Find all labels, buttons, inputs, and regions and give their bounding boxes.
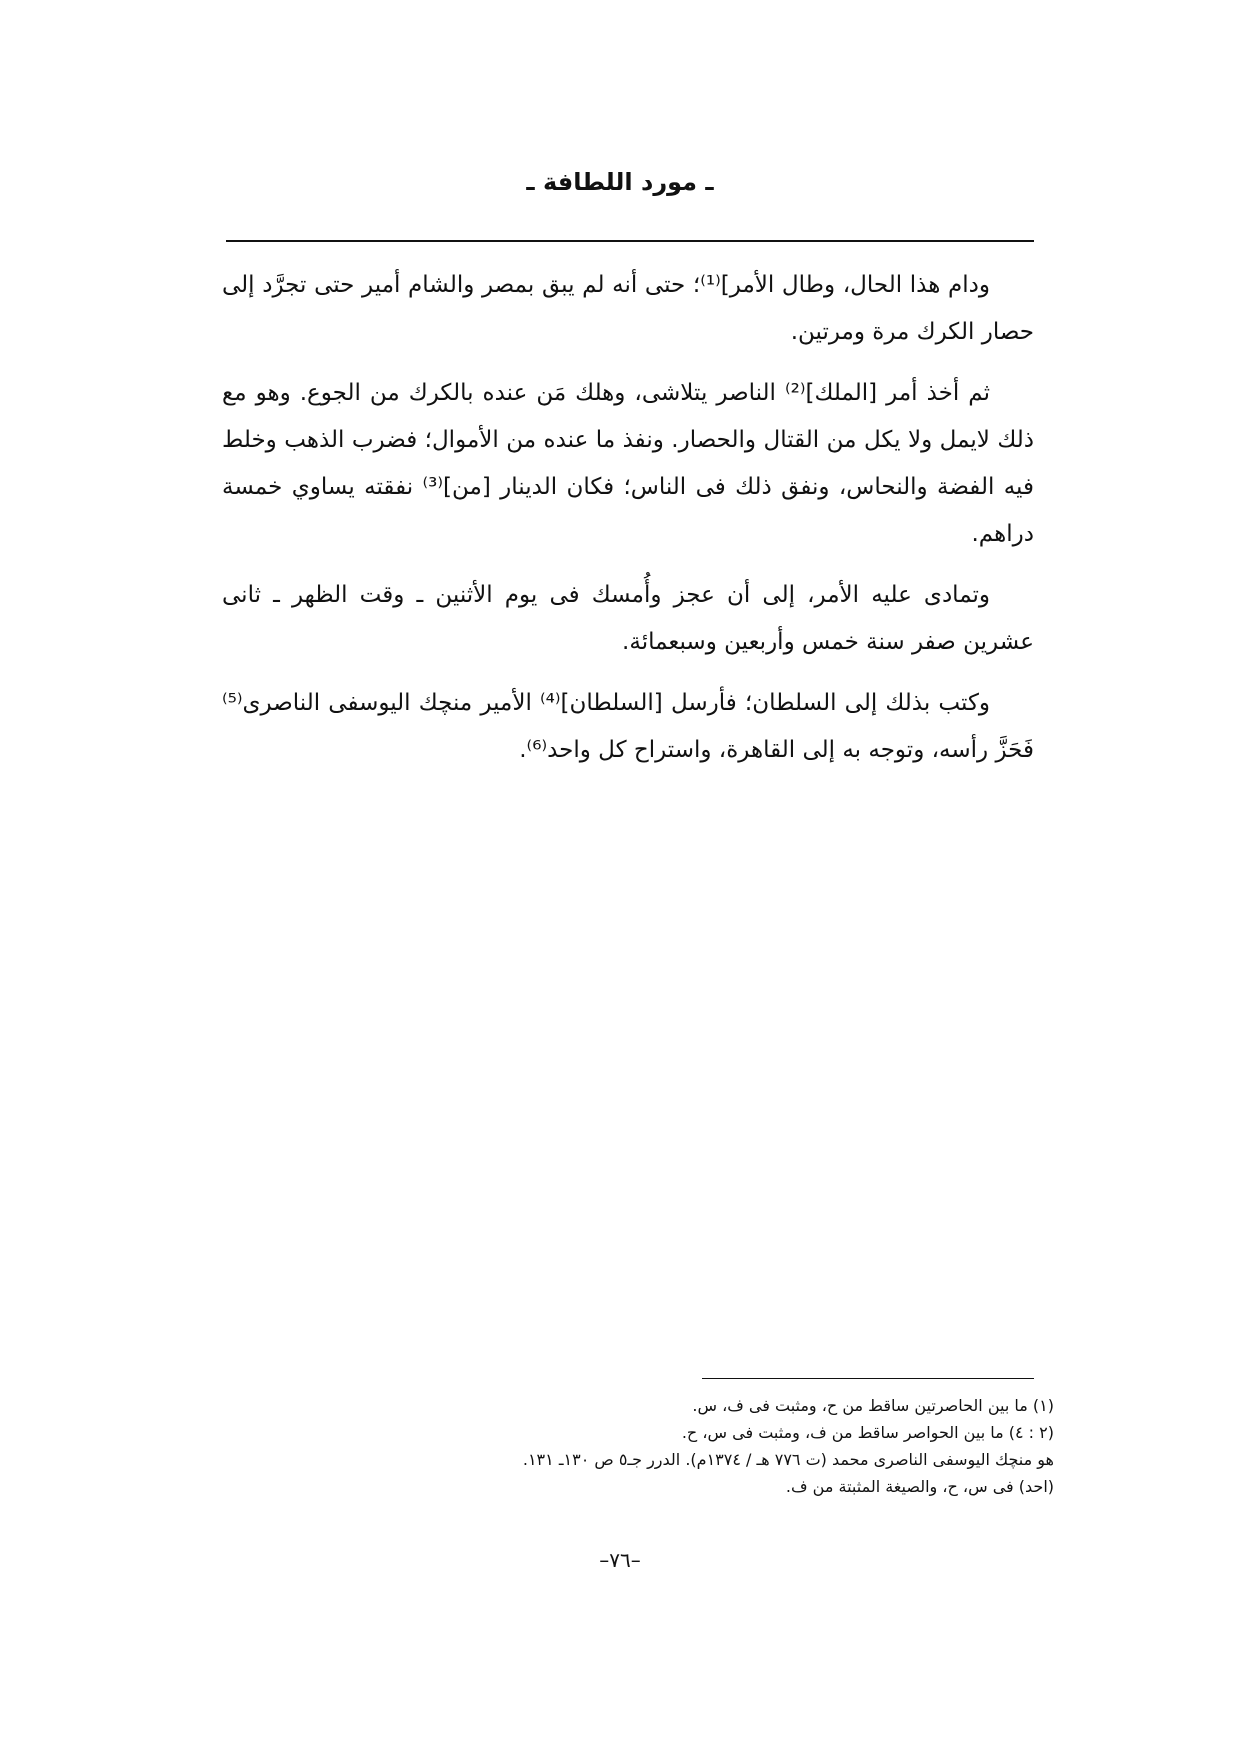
footnote-6: (احد) فى س، ح، والصيغة المثبتة من ف.	[785, 1477, 1054, 1496]
paragraph-2: ثم أخذ أمر [الملك]⁽²⁾ الناصر يتلاشى، وهلك مَن عنده بالكرك من الجوع. وهو مع ذلك لايمل ولا يكل من القتال والحصار. ونفذ ما عنده من الأموال؛ فضرب الذهب وخلط فيه الفضة والنحاس، ونفق ذلك فى الناس؛ فكان الدينار [من]⁽³⁾ نفقته يساوي خمسة دراهم.	[222, 380, 1034, 547]
paragraph-4: وكتب بذلك إلى السلطان؛ فأرسل [السلطان]⁽⁴⁾ الأمير منچك اليوسفى الناصرى⁽⁵⁾ فَحَزَّ رأسه، وتوجه به إلى القاهرة، واستراح كل واحد⁽⁶⁾.	[222, 690, 1034, 763]
footnote-2: (٢ : ٤) ما بين الحواصر ساقط من ف، ومثبت فى س، ح.	[681, 1423, 1054, 1442]
main-text	[222, 262, 1034, 788]
footnote-1: (١) ما بين الحاصرتين ساقط من ح، ومثبت فى ف، س.	[692, 1396, 1054, 1415]
footnote-5: هو منچك اليوسفى الناصرى محمد (ت ٧٧٦ هـ / ١٣٧٤م). الدرر جـ٥ ص ١٣٠ـ ١٣١.	[522, 1450, 1054, 1469]
paragraph-1: ودام هذا الحال، وطال الأمر]⁽¹⁾؛ حتى أنه لم يبق بمصر والشام أمير حتى تجرَّد إلى حصار الكرك مرة ومرتين.	[222, 272, 1034, 345]
page-number: –٧٦–	[599, 1548, 641, 1572]
running-header: ـ مورد اللطافة ـ	[526, 168, 714, 196]
header-divider	[226, 240, 1034, 242]
paragraph-3: وتمادى عليه الأمر، إلى أن عجز وأُمسك فى يوم الأثنين ـ وقت الظهر ـ ثانى عشرين صفر سنة خمس وأربعين وسبعمائة.	[222, 582, 1034, 655]
footnotes	[280, 1392, 1054, 1500]
footnote-divider	[702, 1378, 1034, 1379]
